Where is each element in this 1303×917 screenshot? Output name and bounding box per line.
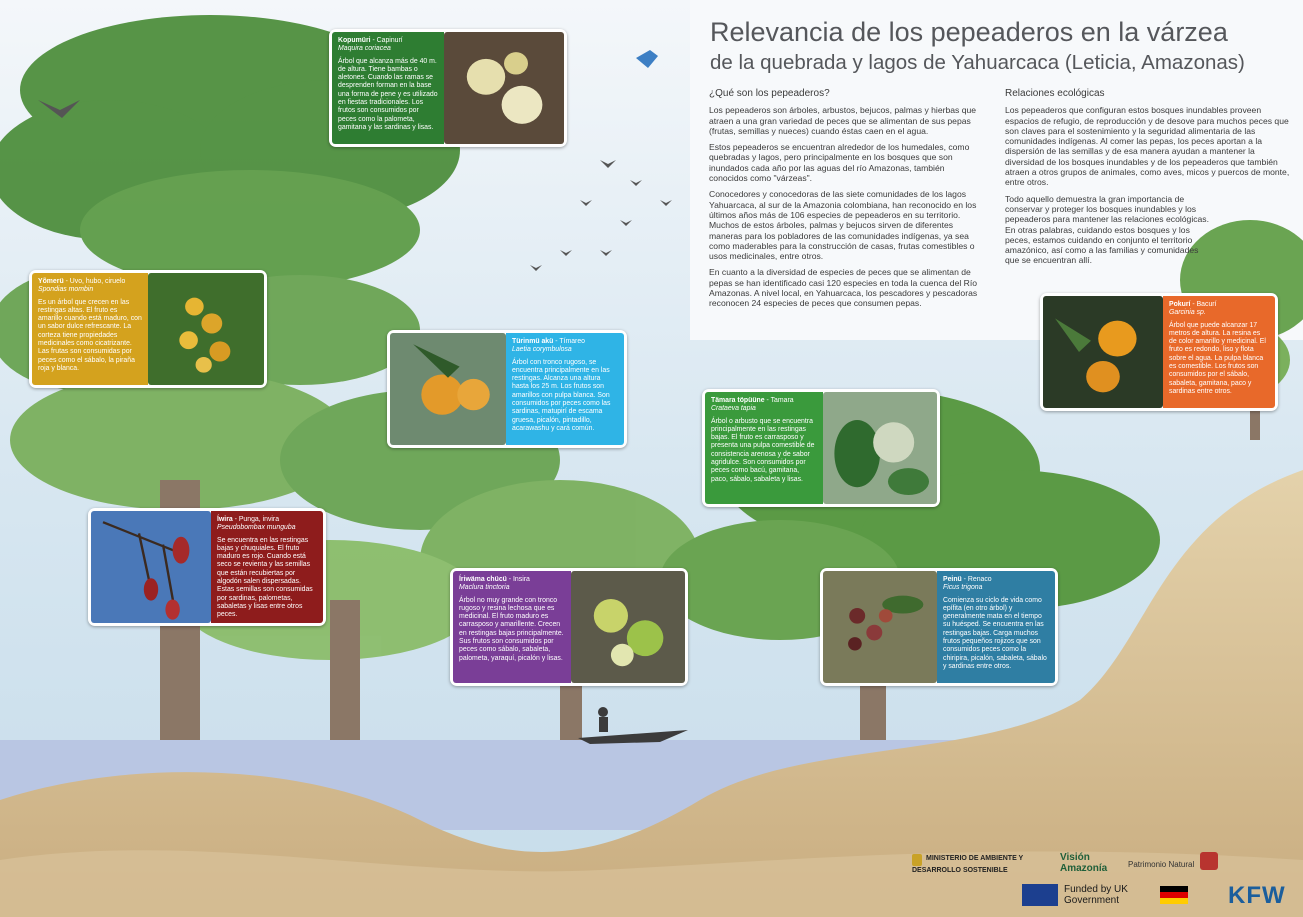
species-scientific-name: Crataeva tapia bbox=[711, 405, 756, 413]
relations-column bbox=[1005, 89, 1290, 272]
species-card-tamara bbox=[702, 389, 940, 507]
intro-heading: ¿Qué son los pepeaderos? bbox=[709, 88, 830, 99]
species-description: Comienza su ciclo de vida como epífita (en otro árbol) y generalmente mata en el tiempo su huésped. Se encuentra en las restingas bajas. Carga muchos frutos pequeños rojizos que son consumidos peces como la chiripira, picalón, sabaleta, sábalo y sardinas entre otros. bbox=[943, 596, 1047, 670]
intro-column bbox=[709, 89, 984, 315]
species-description: Árbol que alcanza más de 40 m. de altura. Tiene bambas o aletones. Cuando las ramas se desprenden forman en la base una forma de pene y es utilizado en fiestas tradicionales. Los frutos son consumidos por peces como la palometa, gamitana y las sardinas y lisas. bbox=[338, 57, 438, 131]
species-photo bbox=[571, 571, 685, 683]
species-name: Kopumüri bbox=[338, 37, 371, 44]
species-name: Tämara töpüüne bbox=[711, 397, 765, 404]
species-name: Íriwäma chücü bbox=[459, 576, 507, 583]
species-description: Es un árbol que crecen en las restingas altas. El fruto es amarillo cuando está maduro, con un sabor dulce refrescante. La corteza tiene propiedades medicinales como cicatrizante. Las frutas son consumidas por peces como el sábalo, la piraña roja y blanca. bbox=[38, 298, 142, 372]
intro-paragraph: Conocedores y conocedoras de las siete comunidades de los lagos Yahuarcaca, al sur de la Amazonia colombiana, han reconocido en los últimos años más de 106 especies de pepeaderos en su territorio. Muchos de estos árboles, palmas y bejucos sirven de diferentes maneras para los pobladores de las comunidades indígenas, ya sea como maderables para la construcción de casas, frutas comestibles o usos medicinales, entre otros. bbox=[709, 189, 977, 262]
species-photo bbox=[823, 571, 937, 683]
species-photo bbox=[823, 392, 937, 504]
page-subtitle: de la quebrada y lagos de Yahuarcaca (Leticia, Amazonas) bbox=[710, 51, 1245, 74]
species-photo bbox=[91, 511, 211, 623]
intro-paragraph: Estos pepeaderos se encuentran alrededor de los humedales, como quebradas y lagos, pero principalmente en los bosques que son inundados cada año por las aguas del río Amazonas, también conocidos como "várzeas". bbox=[709, 142, 970, 184]
species-card-text bbox=[332, 32, 444, 144]
species-common-name: - Capinurí bbox=[370, 37, 403, 44]
species-card-text bbox=[506, 333, 624, 445]
species-card-pokuri bbox=[1040, 293, 1278, 411]
intro-paragraph: Los pepeaderos son árboles, arbustos, bejucos, palmas y hierbas que atraen a una gran variedad de peces que se alimentan de sus pepas (frutas, semillas y nueces) cuando éstas caen en el agua. bbox=[709, 105, 977, 136]
species-card-yomeru bbox=[29, 270, 267, 388]
species-scientific-name: Maclura tinctoria bbox=[459, 584, 510, 592]
species-common-name: - Tímareo bbox=[553, 338, 586, 345]
species-description: Árbol que puede alcanzar 17 metros de altura. La resina es de color amarillo y medicinal. El fruto es redondo, liso y flota sobre el agua. La pulpa blanca es comestible. Los frutos son consumidos por el sábalo, sabaleta, gamitana, paco y sardinas entre otros. bbox=[1169, 321, 1266, 395]
species-card-kopumuri bbox=[329, 29, 567, 147]
species-description: Se encuentra en las restingas bajas y chuquiales. El fruto maduro es rojo. Cuando está seco se revienta y las semillas que están recubiertas por algodón salen dispersadas. Estas semillas son consumidas por sardinas, palometas, sabaletas y lisas entre otros peces. bbox=[217, 536, 313, 619]
species-common-name: - Punga, invira bbox=[232, 516, 280, 523]
species-card-text bbox=[1163, 296, 1275, 408]
species-name: Yõmerü bbox=[38, 278, 64, 285]
vision-amazonia-logo: Visión Amazonía bbox=[1060, 852, 1108, 874]
species-photo bbox=[444, 32, 564, 144]
species-photo bbox=[148, 273, 264, 385]
coat-of-arms-icon bbox=[912, 854, 922, 866]
species-common-name: - Uvo, hubo, ciruelo bbox=[63, 278, 126, 285]
species-photo bbox=[390, 333, 506, 445]
page-title: Relevancia de los pepeaderos en la várzea bbox=[710, 17, 1228, 47]
sponsor-logos bbox=[910, 848, 1300, 912]
species-card-text bbox=[32, 273, 148, 385]
shield-icon bbox=[1200, 852, 1218, 870]
relations-heading: Relaciones ecológicas bbox=[1005, 88, 1105, 99]
species-card-text bbox=[211, 511, 323, 623]
species-scientific-name: Pseudobombax munguba bbox=[217, 524, 296, 532]
species-card-text bbox=[705, 392, 823, 504]
species-name: Íwira bbox=[217, 516, 233, 523]
species-name: Türinmü akü bbox=[512, 338, 554, 345]
species-common-name: - Tamara bbox=[764, 397, 794, 404]
poster-title-block bbox=[710, 16, 1290, 78]
species-scientific-name: Garcinia sp. bbox=[1169, 309, 1206, 317]
species-card-iriwama bbox=[450, 568, 688, 686]
species-description: Árbol o arbusto que se encuentra principalmente en las restingas bajas. El fruto es carrasposo y presenta una pulpa comestible de consistencia arenosa y de sabor agridulce. Son consumidos por peces como bacú, gamitana, paco, sábalo, sabaleta y lisas. bbox=[711, 417, 815, 483]
uk-government-logo: Funded by UK Government bbox=[1064, 884, 1128, 906]
uk-flag-icon bbox=[1022, 884, 1058, 906]
species-card-text bbox=[937, 571, 1055, 683]
species-card-turinmu bbox=[387, 330, 627, 448]
species-name: Peinü bbox=[943, 576, 962, 583]
species-description: Árbol no muy grande con tronco rugoso y resina lechosa que es medicinal. El fruto maduro es carrasposo y amarillente. Crecen en restingas bajas principalmente. Sus frutos son consumidos por peces como sábalo, sabaleta, palometa, yaraquí, picalón y lisas. bbox=[459, 596, 564, 662]
relations-paragraph: Los pepeaderos que configuran estos bosques inundables proveen espacios de refugio, de reproducción y de desove para muchos peces que son claves para el sostenimiento y la seguridad alimentaria de las comunidades indígenas. Al comer las pepas, los peces aportan a la dispersión de las semillas y de esa manera ayudan a mantener la diversidad de los bosques inundables y de los pepeaderos que también atraen a otros grupos de animales, como aves, micos y puercos de monte, entre otros. bbox=[1005, 105, 1290, 188]
species-scientific-name: Laetia corymbulosa bbox=[512, 346, 572, 354]
species-scientific-name: Maquira coriacea bbox=[338, 45, 391, 53]
species-card-peinu bbox=[820, 568, 1058, 686]
species-scientific-name: Spondias mombin bbox=[38, 286, 94, 294]
species-photo bbox=[1043, 296, 1163, 408]
species-common-name: - Renaco bbox=[961, 576, 992, 583]
germany-flag-icon bbox=[1160, 886, 1188, 904]
species-scientific-name: Ficus trigona bbox=[943, 584, 983, 592]
species-description: Árbol con tronco rugoso, se encuentra principalmente en las restingas. Alcanza una altura hasta los 25 m. Los frutos son amarillos con pulpa blanca. Son consumidos por peces como las sardinas, matupirí de escama gruesa, picalón, pintadillo, acarawashu y cará común. bbox=[512, 358, 611, 432]
species-card-iwira bbox=[88, 508, 326, 626]
intro-paragraph: En cuanto a la diversidad de especies de peces que se alimentan de pepas se han identificado casi 120 especies en toda la cuenca del Río Amazonas. A nivel local, en Yahuarcaca, los pescadores y pescadoras reconocen 24 especies de peces que consumen pepas. bbox=[709, 267, 978, 309]
species-common-name: - Bacurí bbox=[1190, 301, 1217, 308]
patrimonio-natural-logo: Patrimonio Natural bbox=[1128, 860, 1195, 869]
species-card-text bbox=[453, 571, 571, 683]
kfw-logo: KFW bbox=[1228, 882, 1286, 909]
ministry-logo: MINISTERIO DE AMBIENTE Y DESARROLLO SOSTENIBLE bbox=[912, 855, 1024, 874]
species-common-name: - Insira bbox=[506, 576, 530, 583]
relations-paragraph: Todo aquello demuestra la gran importancia de conservar y proteger los bosques inundables y los pepeaderos para mantener las relaciones ecológicas. En otras palabras, cuidando estos bosques y los peces, estamos cuidando en conjunto el territorio amazónico, así como a las familias y comunidades que se encuentran allí. bbox=[1005, 193, 1209, 266]
species-name: Pokurí bbox=[1169, 301, 1191, 308]
